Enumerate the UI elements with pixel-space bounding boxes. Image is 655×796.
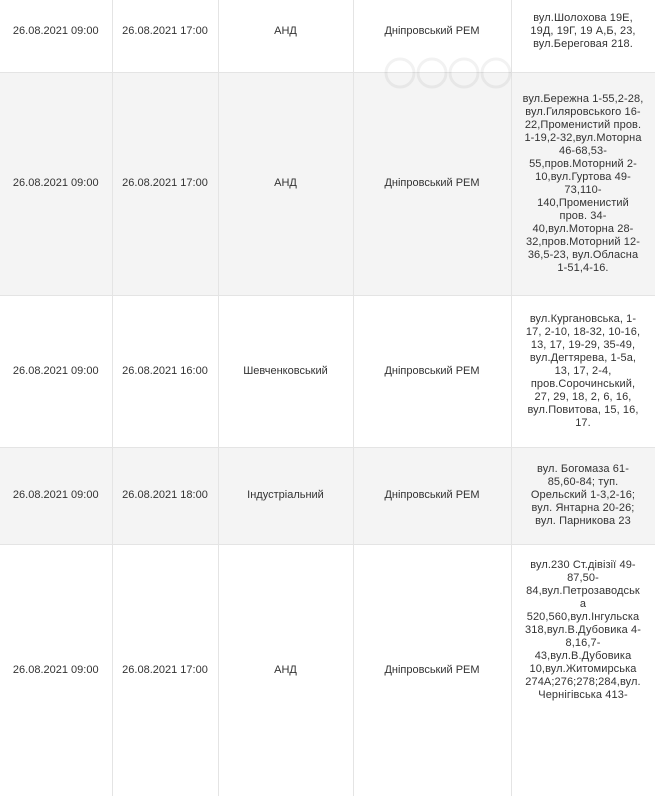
- address-line: 36,5-23, вул.Обласна: [527, 248, 639, 261]
- address-line: 22,Променистий пров.: [524, 118, 642, 131]
- address-cell: [511, 447, 655, 544]
- rem-cell: Дніпровський РЕМ: [353, 447, 511, 544]
- start-time-cell: 26.08.2021 09:00: [0, 295, 112, 447]
- address-line: вул.Кургановська, 1-: [529, 312, 637, 325]
- address-lines: [516, 93, 651, 275]
- end-time-cell: 26.08.2021 17:00: [112, 544, 218, 796]
- address-line: вул.230 Ст.дівізії 49-: [530, 558, 636, 571]
- address-line: 46-68,53-: [559, 144, 607, 157]
- district-cell: Індустріальний: [218, 447, 353, 544]
- address-cell: [511, 0, 655, 72]
- rem-cell: Дніпровський РЕМ: [353, 544, 511, 796]
- table-row: [0, 447, 655, 544]
- address-line: вул.Бережна 1-55,2-28,: [522, 92, 644, 105]
- address-line: Орельский 1-3,2-16;: [530, 489, 636, 501]
- address-line: 43,вул.В.Дубовика: [534, 649, 632, 662]
- address-line: 10,вул.Житомирська: [529, 662, 637, 675]
- address-line: Чернігівська 413-: [538, 688, 628, 701]
- address-lines: [516, 12, 651, 51]
- address-line: вул.Гиляровського 16-: [525, 105, 641, 118]
- address-line: 13, 17, 2-4,: [554, 364, 612, 377]
- address-cell: [511, 295, 655, 447]
- address-line: 85,60-84; туп.: [547, 476, 619, 488]
- address-line: 274А;276;278;284,вул.: [525, 675, 641, 688]
- address-lines: [516, 313, 651, 430]
- end-time-cell: 26.08.2021 17:00: [112, 72, 218, 295]
- address-line: вул.Повитова, 15, 16,: [527, 403, 639, 416]
- address-line: 1-19,2-32,вул.Моторна: [524, 131, 642, 144]
- address-line: 17, 2-10, 18-32, 10-16,: [525, 325, 641, 338]
- address-line: 84,вул.Петрозаводськ: [526, 584, 640, 597]
- end-time-cell: 26.08.2021 16:00: [112, 295, 218, 447]
- address-line: а: [579, 597, 587, 610]
- address-lines: [516, 559, 651, 702]
- start-time-cell: 26.08.2021 09:00: [0, 0, 112, 72]
- address-line: 19Д, 19Г, 19 А,Б, 23,: [530, 25, 636, 38]
- end-time-cell: 26.08.2021 18:00: [112, 447, 218, 544]
- address-line: 140,Променистий: [537, 196, 629, 209]
- start-time-cell: 26.08.2021 09:00: [0, 72, 112, 295]
- address-line: 73,110-: [564, 183, 602, 196]
- address-line: пров. 34-: [559, 209, 607, 222]
- table-row: [0, 295, 655, 447]
- table-row: [0, 72, 655, 295]
- rem-cell: Дніпровський РЕМ: [353, 295, 511, 447]
- address-line: 40,вул.Моторна 28-: [532, 222, 634, 235]
- address-lines: [516, 463, 651, 528]
- address-line: 55,пров.Моторний 2-: [529, 157, 637, 170]
- address-cell: [511, 72, 655, 295]
- address-line: 8,16,7-: [565, 636, 601, 649]
- rem-cell: Дніпровський РЕМ: [353, 0, 511, 72]
- table-row: [0, 0, 655, 72]
- address-line: 17.: [575, 416, 591, 429]
- start-time-cell: 26.08.2021 09:00: [0, 544, 112, 796]
- address-line: 87,50-: [567, 571, 599, 584]
- address-line: 1-51,4-16.: [557, 261, 609, 274]
- address-line: 13, 17, 19-29, 35-49,: [530, 338, 636, 351]
- address-line: 27, 29, 18, 2, 6, 16,: [534, 390, 632, 403]
- district-cell: АНД: [218, 0, 353, 72]
- district-cell: АНД: [218, 72, 353, 295]
- address-cell: [511, 544, 655, 796]
- address-line: вул.Береговая 218.: [533, 38, 633, 51]
- address-line: 318,вул.В.Дубовика 4-: [525, 623, 641, 636]
- address-line: 32,пров.Моторний 12-: [525, 235, 640, 248]
- address-line: вул.Шолохова 19Е,: [533, 12, 633, 25]
- district-cell: АНД: [218, 544, 353, 796]
- start-time-cell: 26.08.2021 09:00: [0, 447, 112, 544]
- address-line: вул.Дегтярева, 1-5а,: [529, 351, 637, 364]
- address-line: вул. Янтарна 20-26;: [531, 502, 635, 514]
- address-line: 520,560,вул.Інгульска: [526, 610, 640, 623]
- address-line: пров.Сорочинський,: [530, 377, 636, 390]
- address-line: вул. Парникова 23: [535, 515, 631, 527]
- address-line: 10,вул.Гуртова 49-: [535, 170, 631, 183]
- address-line: вул. Богомаза 61-: [537, 463, 629, 475]
- table-row: [0, 544, 655, 796]
- rem-cell: Дніпровський РЕМ: [353, 72, 511, 295]
- end-time-cell: 26.08.2021 17:00: [112, 0, 218, 72]
- district-cell: Шевченковський: [218, 295, 353, 447]
